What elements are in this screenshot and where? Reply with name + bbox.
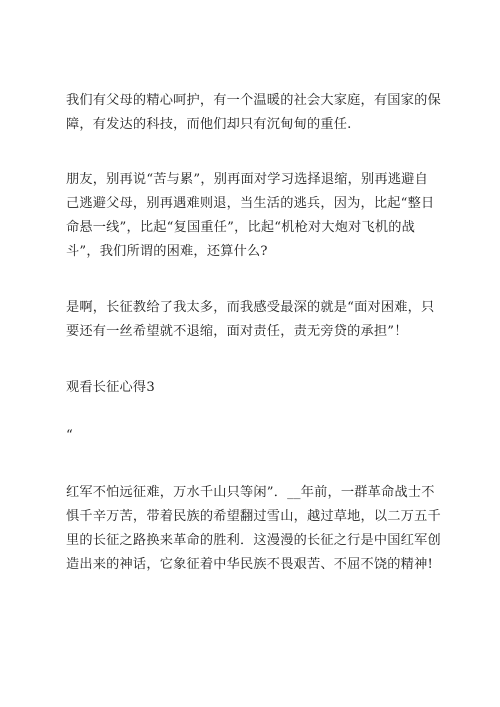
quote-mark: “ (66, 428, 73, 443)
opening-quote (66, 424, 438, 448)
paragraph-line: 命悬一线”，比起“复国重任”，比起“机枪对大炮对飞机的战 (66, 220, 416, 235)
paragraph-line: 障，有发达的科技，而他们却只有沉甸甸的重任. (66, 117, 352, 132)
paragraph-3 (66, 296, 438, 344)
paragraph-2 (66, 168, 438, 264)
paragraph-line: 己逃避父母，别再遇难则退，当生活的逃兵，因为，比起“整日 (66, 196, 435, 211)
paragraph-line: 要还有一丝希望就不退缩，面对责任，责无旁贷的承担”！ (66, 324, 408, 339)
paragraph-line: 惧千辛万苦，带着民族的希望翻过雪山，越过草地，以二万五千 (66, 509, 441, 524)
paragraph-line: 朋友，别再说“苦与累”，别再面对学习选择退缩，别再逃避自 (66, 172, 428, 187)
paragraph-line: 我们有父母的精心呵护，有一个温暖的社会大家庭，有国家的保 (66, 93, 441, 108)
section-heading (66, 376, 438, 400)
paragraph-line: 是啊，长征教给了我太多，而我感受最深的就是“面对困难，只 (66, 300, 435, 315)
paragraph-line: 斗”，我们所谓的困难，还算什么? (66, 244, 268, 259)
paragraph-line: 红军不怕远征难，万水千山只等闲”．__年前，一群革命战士不 (66, 485, 435, 500)
paragraph-6 (66, 481, 441, 577)
heading-line: 观看长征心得3 (66, 380, 155, 395)
paragraph-line: 造出来的神话，它象征着中华民族不畏艰苦、不屈不饶的精神! (66, 557, 433, 572)
paragraph-1 (66, 89, 441, 137)
paragraph-line: 里的长征之路换来革命的胜利．这漫漫的长征之行是中国红军创 (66, 533, 441, 548)
